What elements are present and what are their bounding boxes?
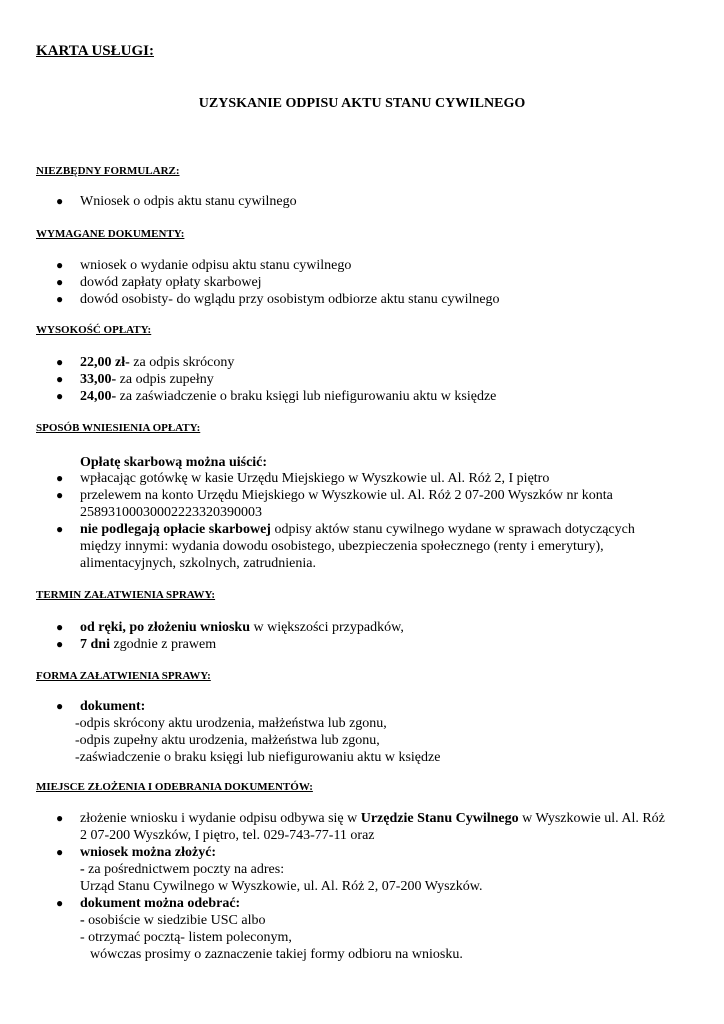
list-item [56,844,696,895]
dash: - [80,913,85,928]
section-heading-form: NIEZBĘDNY FORMULARZ: [36,165,180,177]
pickup-heading: ● dokument można odebrać: [80,896,241,911]
fee-desc: za zaświadczenie o braku księgi lub niefigurowaniu aktu w księdze [116,389,497,404]
pickup-line: osobiście w siedzibie USC albo [84,913,266,928]
deadline-list [56,619,696,653]
submit-line: za pośrednictwem poczty na adres: [84,862,285,877]
deadline-text: zgodnie z prawem [109,637,217,652]
settlement-list [56,698,696,715]
list-item [56,354,696,371]
list-item: ● dowód osobisty- do wglądu przy osobistym odbiorze aktu stanu cywilnego [56,291,696,308]
settlement-line: -odpis skrócony aktu urodzenia, małżeństwa lub zgonu, [75,716,387,731]
list-item [56,371,696,388]
list-item [56,810,696,844]
list-item [56,636,696,653]
exemption-text: odpisy aktów stanu cywilnego wydane w sprawach dotyczących [270,522,635,537]
place-list [56,810,696,963]
place-text: złożenie wniosku i wydanie odpisu odbywa się w [80,811,361,826]
list-item: ● Wniosek o odpis aktu stanu cywilnego [56,193,696,210]
settlement-line: -odpis zupełny aktu urodzenia, małżeństwa lub zgonu, [75,733,380,748]
section-heading-documents: WYMAGANE DOKUMENTY: [36,228,185,240]
place-text: w Wyszkowie ul. Al. Róż [518,811,665,826]
payment-list [56,470,696,572]
deadline-bold: od ręki, po złożeniu wniosku [80,620,250,635]
form-list [56,193,696,210]
list-item: ● dowód zapłaty opłaty skarbowej [56,274,696,291]
settlement-lines [75,715,695,766]
list-item [56,521,696,572]
office-name: Urzędzie Stanu Cywilnego [360,811,519,826]
settlement-line: -zaświadczenie o braku księgi lub niefigurowaniu aktu w księdze [75,750,441,765]
fee-amount: 33,00- [80,372,117,387]
payment-lead: Opłatę skarbową można uiścić: [80,455,268,470]
fee-desc: za odpis zupełny [116,372,214,387]
section-heading-form-of-settlement: FORMA ZAŁATWIENIA SPRAWY: [36,670,211,682]
exemption-line: między innymi: wydania dowodu osobistego, ubezpieczenia społecznego (renty i emerytury), [80,539,604,554]
fee-amount: 22,00 zł- [80,355,130,370]
section-heading-deadline: TERMIN ZAŁATWIENIA SPRAWY: [36,589,216,601]
postal-address: Urząd Stanu Cywilnego w Wyszkowie, ul. Al. Róż 2, 07-200 Wyszków. [80,879,483,894]
documents-list [56,257,696,308]
section-heading-fee: WYSOKOŚĆ OPŁATY: [36,324,152,336]
deadline-text: w większości przypadków, [249,620,404,635]
list-item [56,487,696,521]
deadline-bold: 7 dni [80,637,110,652]
list-item [56,619,696,636]
pickup-line: wówczas prosimy o zaznaczenie takiej formy odbioru na wniosku. [90,947,463,962]
list-item [56,895,696,963]
fee-amount: 24,00- [80,389,117,404]
section-heading-place: MIEJSCE ZŁOŻENIA I ODEBRANIA DOKUMENTÓW: [36,781,313,793]
place-line: 2 07-200 Wyszków, I piętro, tel. 029-743-77-11 oraz [80,828,375,843]
section-heading-payment: SPOSÓB WNIESIENIA OPŁATY: [36,422,201,434]
bank-account-number: 25893100030002223320390003 [80,505,262,520]
dash: - [80,862,85,877]
fee-desc: za odpis skrócony [129,355,235,370]
submit-heading: ● wniosek można złożyć: [80,845,217,860]
payment-line: ● przelewem na konto Urzędu Miejskiego w Wyszkowie ul. Al. Róż 2 07-200 Wyszków nr konta [80,488,613,503]
document-title: KARTA USŁUGI: [36,43,154,59]
exemption-line: alimentacyjnych, szkolnych, zatrudnienia. [80,556,316,571]
pickup-line: - otrzymać pocztą- listem poleconym, [80,930,292,945]
list-item: ● wpłacając gotówkę w kasie Urzędu Miejskiego w Wyszkowie ul. Al. Róż 2, I piętro [56,470,696,487]
fee-list [56,354,696,405]
list-item [56,388,696,405]
exemption-bold: nie podlegają opłacie skarbowej [80,522,271,537]
list-item: ● dokument: [56,698,696,715]
list-item: ● wniosek o wydanie odpisu aktu stanu cywilnego [56,257,696,274]
document-subtitle: UZYSKANIE ODPISU AKTU STANU CYWILNEGO [198,96,526,111]
